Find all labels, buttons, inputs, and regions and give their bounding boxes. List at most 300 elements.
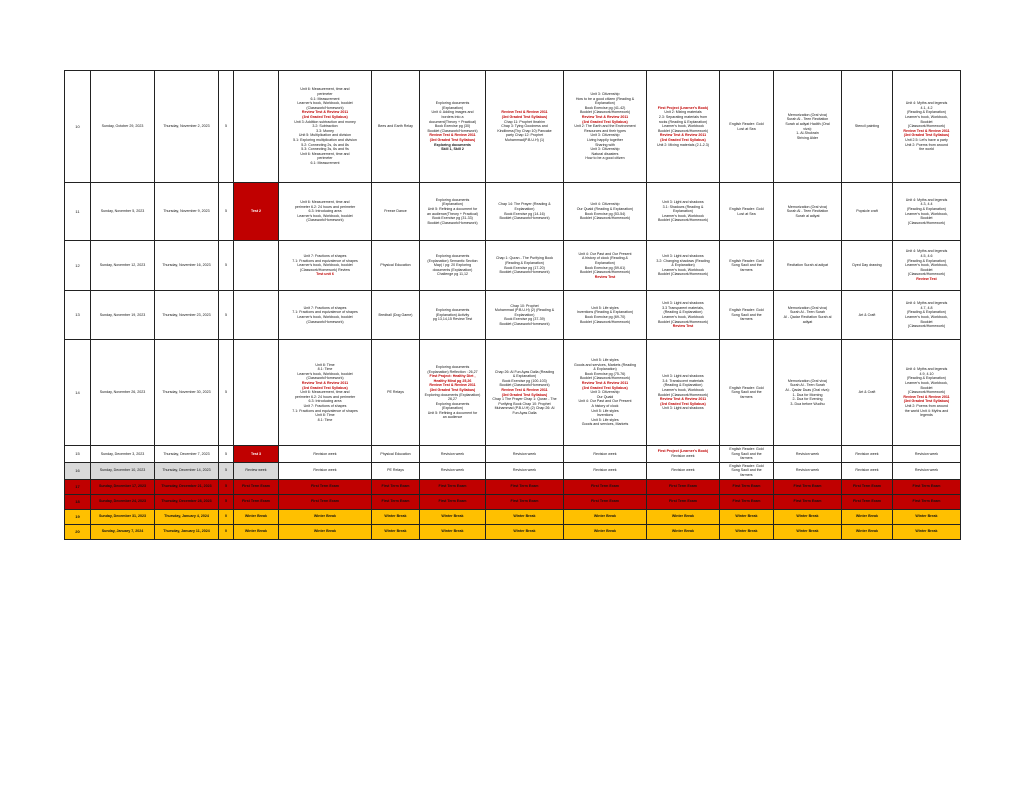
cell-line: First Project (Learner's Book)	[657, 105, 709, 110]
cell-line: 6.3: Introducing area	[308, 209, 342, 214]
cell-line: Muhammad(P.B.U.H) (1)	[504, 137, 545, 142]
end-date: Thursday, January 4, 2024	[155, 509, 219, 524]
cell-line: English Reader: Gold	[729, 385, 764, 390]
cell-line: Revision week	[593, 451, 617, 456]
cell-line: Book Exercise pg (30)	[434, 124, 471, 129]
cell-line: Surah Al - Teen Recitation	[786, 209, 829, 214]
cell-line: Song Saoli and the	[731, 263, 762, 268]
cell-line: perimeter 6.2: 24 hours and perimeter	[294, 394, 356, 399]
cell-line: & Explanation)	[671, 263, 695, 268]
subject-cell-c7: Popsicle craft	[842, 183, 893, 241]
cell-line: 3.4: Translucent materials	[662, 378, 704, 383]
cell-line: Challenge pg 11,12	[437, 272, 468, 277]
subject-cell-pe: First Term Exam	[372, 479, 420, 494]
cell-line: perimeter	[317, 156, 333, 161]
test-cell: First Term Exam	[234, 494, 279, 509]
start-date: Sunday, January 7, 2024	[91, 524, 155, 539]
subject-cell-c8	[893, 71, 961, 183]
subject-cell-c7: Art & Craft	[842, 291, 893, 340]
cell-line: First Project: Healthy Diet ,	[429, 374, 476, 379]
subject-cell-english: First Term Exam	[420, 494, 486, 509]
cell-line: First Project (Learner's Book)	[657, 449, 709, 454]
cell-line: an audience	[442, 415, 463, 420]
cell-line: 4.5, 4.6	[920, 254, 933, 259]
cell-line: Purifying Book Chap 10: Prophet	[498, 401, 551, 406]
syllabus-table	[64, 70, 961, 540]
working-days: 5	[219, 446, 234, 463]
cell-line: viva):	[803, 126, 812, 131]
week-number: 18	[65, 494, 91, 509]
cell-line: 6.1: Measurement	[310, 96, 340, 101]
cell-line: Learner's book, Workbook, booklet	[297, 371, 353, 376]
cell-line: Unit 4: Myths and legends	[905, 367, 948, 372]
end-date: Thursday, November 9, 2023	[155, 183, 219, 241]
cell-line: How to be a good citizen	[585, 156, 625, 161]
cell-line: Booklet (Classwork/Homework)	[579, 376, 631, 381]
working-days: 0	[219, 509, 234, 524]
cell-line: Unit 8: Time	[315, 362, 335, 367]
cell-line: Al - Qadar Recitation Surah al	[783, 315, 832, 319]
cell-line: & Explanation)	[593, 367, 617, 372]
subject-cell-c4	[647, 340, 720, 446]
cell-line: (3rd Graded Test Syllabus)	[582, 119, 628, 124]
cell-line: (Explanation)	[441, 105, 464, 110]
cell-line: English Reader: Gold	[729, 308, 764, 313]
working-days: 5	[219, 183, 234, 241]
subject-cell-english	[420, 241, 486, 291]
subject-cell-math	[279, 241, 372, 291]
week-number: 10	[65, 71, 91, 183]
cell-line: Learner's book, Workbook	[662, 315, 704, 319]
cell-line: Unit 6: Measurement, time and	[300, 151, 350, 156]
week-number: 20	[65, 524, 91, 539]
cell-line: 3.2: Subtraction	[312, 124, 338, 129]
cell-line: adiyat	[802, 319, 813, 324]
cell-line: (Classwork/Homework)	[907, 324, 946, 329]
cell-line: Goods and services, Markets (Reading	[573, 362, 637, 367]
subject-cell-c7: First Term Exam	[842, 494, 893, 509]
cell-line: (Classwork/Homework)	[907, 220, 946, 225]
cell-line: 1- Al-Shukrain	[796, 131, 819, 136]
end-date: Thursday, December 14, 2023	[155, 462, 219, 479]
cell-line: (Reading & Explanation)	[505, 260, 544, 265]
cell-line: Unit 7: Fractions of shapes	[303, 305, 347, 310]
cell-line: Surah al adiyat	[795, 213, 820, 218]
subject-cell-c2	[486, 241, 564, 291]
cell-line: 26,27	[448, 397, 457, 402]
cell-line: Exploring documents	[435, 401, 470, 406]
cell-line: farmers	[740, 394, 753, 399]
week-number: 12	[65, 241, 91, 291]
working-days: 5	[219, 494, 234, 509]
subject-cell-c6	[774, 291, 842, 340]
cell-line: (Reading & Explanation)	[907, 206, 946, 211]
cell-line: 5.2: Connecting 2s, 4s and 8s	[301, 142, 349, 147]
subject-cell-c3: First Term Exam	[564, 494, 647, 509]
cell-line: Unit 7: Fractions of shapes	[303, 403, 347, 408]
subject-cell-english	[420, 446, 486, 463]
start-date: Sunday, November 19, 2023	[91, 291, 155, 340]
week-row	[65, 71, 961, 183]
subject-cell-c6	[774, 71, 842, 183]
cell-line: 4.3, 4.4	[920, 202, 933, 207]
cell-line: (Explanation)	[441, 406, 464, 411]
cell-line: 8.1: Time	[317, 367, 333, 372]
cell-line: Unit 6: Measurement, time and	[300, 390, 350, 395]
test-cell: Test 2	[234, 183, 279, 241]
cell-line: Inventions (Reading & Explanation)	[576, 310, 634, 315]
subject-cell-c5: Winter Break	[720, 509, 774, 524]
subject-cell-c4	[647, 291, 720, 340]
cell-line: (Reading & Explanation)	[907, 110, 946, 115]
cell-line: Book Exercise pg (14-16)	[504, 211, 545, 216]
cell-line: Booklet (Classwork/Homework)	[657, 128, 709, 133]
cell-line: Revision week	[914, 451, 939, 456]
cell-line: Our Quaid (Reading & Explanation)	[576, 206, 634, 211]
cell-line: Review Test & Review 2011	[903, 394, 950, 399]
cell-line: Explanation)	[595, 260, 615, 265]
start-date: Sunday, October 29, 2023	[91, 71, 155, 183]
cell-line: rocks (Reading & Explanation)	[658, 119, 708, 124]
cell-line: Chap 10: Prophet	[510, 303, 539, 308]
week-row	[65, 291, 961, 340]
cell-line: Learner's book, Workbook,	[905, 211, 948, 216]
subject-cell-c2: First Term Exam	[486, 479, 564, 494]
cell-line: Booklet (Classwork/Homework)	[657, 272, 709, 277]
subject-cell-c4: First Term Exam	[647, 494, 720, 509]
cell-line: 2.3: Separating materials from	[658, 115, 708, 120]
cell-line: Surah Al - Teen Recitation	[786, 117, 829, 122]
end-date: Thursday, December 21, 2023	[155, 479, 219, 494]
cell-line: Chap 11: Prophet Ibrahim	[504, 119, 545, 124]
subject-cell-c4: First Term Exam	[647, 479, 720, 494]
subject-cell-pe: Winter Break	[372, 524, 420, 539]
cell-line: Unit 4: Myths and legends	[905, 249, 948, 254]
subject-cell-english	[420, 340, 486, 446]
subject-cell-c2	[486, 446, 564, 463]
cell-line: Explanation)	[595, 101, 615, 106]
cell-line: Unit 5: Multiplication and division	[298, 133, 352, 138]
cell-line: 4.9, 4.10	[919, 371, 934, 376]
cell-line: Review Test	[672, 324, 694, 329]
subject-cell-english: Winter Break	[420, 524, 486, 539]
cell-line: Unit 2.5: Let's have a party	[905, 137, 948, 142]
cell-line: Booklet (Classwork/Homework)	[579, 110, 631, 115]
cell-line: Unit 6: Measurement, time and	[300, 200, 350, 205]
subject-cell-c4	[647, 241, 720, 291]
subject-cell-c8: Revision week	[893, 462, 961, 479]
week-number: 14	[65, 340, 91, 446]
cell-line: 5.3: Connecting 3s, 6s and 9s	[301, 147, 349, 152]
cell-line: 4.7, 4.8	[920, 305, 933, 310]
cell-line: 6.1: Measurement	[310, 160, 340, 165]
subject-cell-c4: Winter Break	[647, 524, 720, 539]
subject-cell-c8: Winter Break	[893, 509, 961, 524]
cell-line: Learner's book, Workbook, booklet	[297, 101, 353, 106]
cell-line: 3.2: Changing shadows (Reading	[656, 258, 710, 263]
cell-line: (3rd Graded Test Syllabus)	[501, 392, 548, 397]
cell-line: Booklet (Classwork/Homework)	[579, 319, 631, 324]
subject-cell-c4: Revision week	[647, 462, 720, 479]
cell-line: Learner's book, Workbook,	[905, 115, 948, 120]
cell-line: Book Exercise pg (41-42)	[584, 105, 626, 110]
cell-line: Unit 2: Mixing materials (2.1-2.3)	[657, 142, 709, 147]
subject-cell-english: Winter Break	[420, 509, 486, 524]
cell-line: How to be a good citizen (Reading &	[575, 96, 635, 101]
cell-line: Chap 1: Quran - The Purifying Book	[495, 256, 554, 261]
subject-cell-pe: Bees and Earth Relay	[372, 71, 420, 183]
cell-line: Review Test & Review 2011	[659, 133, 707, 138]
cell-line: Booklet (Classwork/Homework)	[427, 128, 478, 133]
working-days: 5	[219, 479, 234, 494]
cell-line: Review Test	[594, 274, 616, 279]
cell-line: documents (Explanation)	[432, 267, 473, 272]
subject-cell-c6: Revision week	[774, 462, 842, 479]
cell-line: Exploring documents	[435, 101, 470, 106]
cell-line: (Reading & Explanation)	[907, 310, 946, 315]
subject-cell-c5	[720, 241, 774, 291]
cell-line: Learner's book, Workbook, booklet	[297, 213, 353, 218]
end-date: Thursday, December 28, 2023	[155, 494, 219, 509]
cell-line: 3.3: Money	[316, 128, 334, 133]
cell-line: Learner's book, Workbook, booklet	[297, 315, 353, 319]
subject-cell-c6	[774, 340, 842, 446]
cell-line: Booklet (Classwork/Homework)	[657, 319, 709, 324]
working-days: 5	[219, 340, 234, 446]
test-cell: Test 3	[234, 446, 279, 463]
cell-line: 3.3 Transparent materials,	[662, 305, 704, 310]
week-number: 15	[65, 446, 91, 463]
cell-line: Surah al adiyat Hadith (Oral	[785, 121, 830, 126]
cell-line: Unit 4: Adding images and	[431, 110, 474, 115]
end-date: Thursday, January 11, 2024	[155, 524, 219, 539]
cell-line: Living happily together	[587, 137, 623, 142]
cell-line: Chap 3: Tying Goodness and	[501, 124, 548, 129]
cell-line: Memorization (Oral viva)	[787, 204, 828, 209]
cell-line: Unit 3: Citizenship	[590, 133, 620, 138]
cell-line: Surah Al - Teen Surah	[789, 383, 826, 388]
cell-line: Review Test & Review 2011	[429, 133, 476, 138]
subject-cell-c8	[893, 183, 961, 241]
end-date: Thursday, November 30, 2023	[155, 340, 219, 446]
cell-line: 6.3: Introducing area	[308, 399, 342, 404]
cell-line: the world	[919, 147, 934, 152]
cell-line: Fun Ayas Dalla	[512, 410, 537, 415]
subject-cell-c3	[564, 291, 647, 340]
start-date: Sunday, November 12, 2023	[91, 241, 155, 291]
cell-line: 7.1: Fractions and equivalence of shapes	[292, 310, 358, 315]
subject-cell-c5	[720, 462, 774, 479]
cell-line: (Classwork/Homework)	[306, 105, 344, 110]
week-row	[65, 183, 961, 241]
cell-line: Song Saoli and the	[731, 451, 762, 456]
subject-cell-c3: Winter Break	[564, 524, 647, 539]
end-date: Thursday, December 7, 2023	[155, 446, 219, 463]
cell-line: (Explanation) Semantic Section	[427, 258, 478, 263]
subject-cell-math: Winter Break	[279, 524, 372, 539]
cell-line: Revision week	[512, 451, 537, 456]
subject-cell-c2: Revision week	[486, 462, 564, 479]
cell-line: Booklet (Classwork/Homework)	[499, 321, 550, 326]
cell-line: Unit 7: Fractions of shapes	[303, 254, 347, 259]
cell-line: Unit 4: Our Past and Our Present	[578, 251, 632, 256]
subject-cell-c3: Revision week	[564, 462, 647, 479]
cell-line: document(Theory + Practical)	[428, 119, 477, 124]
cell-line: Unit 4: Myths and legends	[905, 197, 948, 202]
cell-line: Healthy Mind pg 25,26	[433, 378, 472, 383]
subject-cell-english	[420, 183, 486, 241]
subject-cell-math: Revision week	[279, 462, 372, 479]
subject-cell-c7: Revision week	[842, 462, 893, 479]
cell-line: Booklet (Classwork/Homework)	[657, 392, 709, 397]
cell-line: an audience(Theory + Practical)	[426, 211, 479, 216]
subject-cell-pe: PE Relays	[372, 462, 420, 479]
subject-cell-c3	[564, 71, 647, 183]
cell-line: Revision week	[313, 451, 337, 456]
cell-line: Review Test & Review 2011	[501, 110, 548, 115]
subject-cell-c4	[647, 183, 720, 241]
cell-line: Unit 3: Light and shadows	[662, 406, 704, 411]
test-cell	[234, 241, 279, 291]
cell-line: Unit 5: Life styles	[591, 408, 619, 413]
cell-line: Book Exercise pg (69-70)	[584, 315, 626, 319]
subject-cell-c8: First Term Exam	[893, 479, 961, 494]
week-number: 16	[65, 462, 91, 479]
subject-cell-math: First Term Exam	[279, 479, 372, 494]
cell-line: (3rd Graded Test Syllabus)	[302, 115, 348, 120]
cell-line: farmers	[740, 473, 753, 478]
subject-cell-c2	[486, 291, 564, 340]
subject-cell-math	[279, 291, 372, 340]
subject-cell-c5: First Term Exam	[720, 479, 774, 494]
cell-line: Goods and services, Markets	[581, 422, 629, 427]
cell-line: Memorization (Oral viva)	[787, 305, 828, 310]
cell-line: Song Saoli and the	[731, 468, 762, 473]
start-date: Sunday, December 31, 2023	[91, 509, 155, 524]
subject-cell-c4	[647, 71, 720, 183]
cell-line: (Reading & Explanation)	[907, 258, 946, 263]
subject-cell-c8	[893, 340, 961, 446]
cell-line: Unit 3: Light and shadows	[662, 301, 704, 306]
cell-line: Booklet	[920, 385, 933, 390]
cell-line: (3rd Graded Test Syllabus)	[429, 137, 476, 142]
subject-cell-c3: Winter Break	[564, 509, 647, 524]
cell-line: Resources and their types	[584, 128, 626, 133]
start-date: Sunday, December 10, 2023	[91, 462, 155, 479]
working-days: 0	[219, 524, 234, 539]
week-number: 11	[65, 183, 91, 241]
cell-line: Unit 5: Refining a document for	[427, 206, 478, 211]
cell-line: Revision week	[671, 453, 695, 458]
cell-line: Booklet (Classwork/Homework)	[499, 383, 550, 388]
cell-line: Unit 3: Light and shadows	[662, 200, 704, 205]
cell-line: Sharing with	[595, 142, 615, 147]
cell-line: Song Saoli and the	[731, 390, 762, 395]
cell-line: (Classwork/Homework) Review	[300, 267, 350, 272]
working-days: 5	[219, 462, 234, 479]
cell-line: Muhammad (P.B.U.H) (2) Chap 26: Al	[494, 406, 555, 411]
subject-cell-c5	[720, 340, 774, 446]
subject-cell-pe: Winter Break	[372, 509, 420, 524]
cell-line: Natural disasters	[591, 151, 619, 156]
subject-cell-c7: Art & Craft	[842, 340, 893, 446]
cell-line: Review Test & Review 2011	[659, 397, 707, 402]
cell-line: Book Exercise pg (17-20)	[504, 265, 545, 270]
test-cell: Winter Break	[234, 524, 279, 539]
cell-line: Exploring documents	[435, 308, 470, 313]
cell-line: Memorization (Oral viva)	[787, 112, 828, 117]
week-number: 19	[65, 509, 91, 524]
subject-cell-math: First Term Exam	[279, 494, 372, 509]
cell-line: Explanation)	[514, 206, 535, 211]
cell-line: (Explanation) Activity	[435, 312, 470, 317]
subject-cell-c3	[564, 183, 647, 241]
cell-line: Booklet (Classwork/Homework)	[499, 270, 550, 275]
subject-cell-c7: First Term Exam	[842, 479, 893, 494]
week-number: 17	[65, 479, 91, 494]
cell-line: Learner's book, Workbook	[662, 267, 704, 272]
cell-line: 5.1: Exploring multiplication and division	[293, 137, 357, 142]
cell-line: party Chap 12: Prophet	[505, 133, 544, 138]
end-date: Thursday, November 2, 2023	[155, 71, 219, 183]
working-days: 5	[219, 291, 234, 340]
subject-cell-c8	[893, 291, 961, 340]
subject-cell-c2: Winter Break	[486, 524, 564, 539]
cell-line: Lost at Sea	[737, 211, 756, 216]
cell-line: (Classwork/Homework)	[907, 272, 946, 277]
subject-cell-english	[420, 291, 486, 340]
exam-week-row	[65, 494, 961, 509]
subject-cell-c3	[564, 446, 647, 463]
cell-line: (Reading & Explanation)	[663, 310, 703, 315]
cell-line: Unit 2: The Earth and the Environment	[574, 124, 636, 129]
cell-line: 7.1: Fractions and equivalence of shapes	[292, 258, 358, 263]
cell-line: Review Test & Review 2011	[301, 381, 349, 386]
subject-cell-math	[279, 340, 372, 446]
cell-line: legends	[920, 413, 933, 418]
cell-line: (Reading & Explanation)	[663, 383, 703, 388]
end-date: Thursday, November 16, 2023	[155, 241, 219, 291]
start-date: Sunday, November 5, 2023	[91, 183, 155, 241]
week-row	[65, 340, 961, 446]
cell-line: the world Unit 4: Myths and	[904, 408, 949, 413]
cell-line: perimeter 6.2: 24 hours and perimeter	[294, 204, 356, 209]
start-date: Sunday, December 17, 2023	[91, 479, 155, 494]
cell-line: A history of clock (Reading &	[582, 256, 628, 261]
cell-line: (3rd Graded Test Syllabus)	[429, 387, 476, 392]
subject-cell-c6: First Term Exam	[774, 479, 842, 494]
subject-cell-pe: First Term Exam	[372, 494, 420, 509]
cell-line: (Classwork/Homework)	[907, 390, 946, 395]
cell-line: Chap 26: Al Fun Ayas Dalla (Reading	[494, 369, 555, 374]
review-week-row	[65, 462, 961, 479]
syllabus-table-body	[65, 71, 961, 540]
subject-cell-c7: Winter Break	[842, 509, 893, 524]
week-row	[65, 241, 961, 291]
cell-line: Unit 5: Refining a document for	[427, 410, 478, 415]
cell-line: Chap 1 The Prayer Chap 1: Quran - The	[492, 397, 557, 402]
subject-cell-c3	[564, 340, 647, 446]
cell-line: Revision week	[440, 451, 465, 456]
subject-cell-pe: Bredball (Dog Game)	[372, 291, 420, 340]
cell-line: Unit 3: Citizenship	[590, 92, 620, 97]
cell-line: Booklet (Classwork/Homework)	[579, 270, 631, 275]
test-cell: Review week	[234, 462, 279, 479]
cell-line: Our Quaid	[596, 394, 614, 399]
cell-line: Unit 3: Light and shadows	[662, 254, 704, 259]
cell-line: Review Test & Review 2011	[903, 128, 950, 133]
cell-line: farmers	[740, 267, 753, 272]
